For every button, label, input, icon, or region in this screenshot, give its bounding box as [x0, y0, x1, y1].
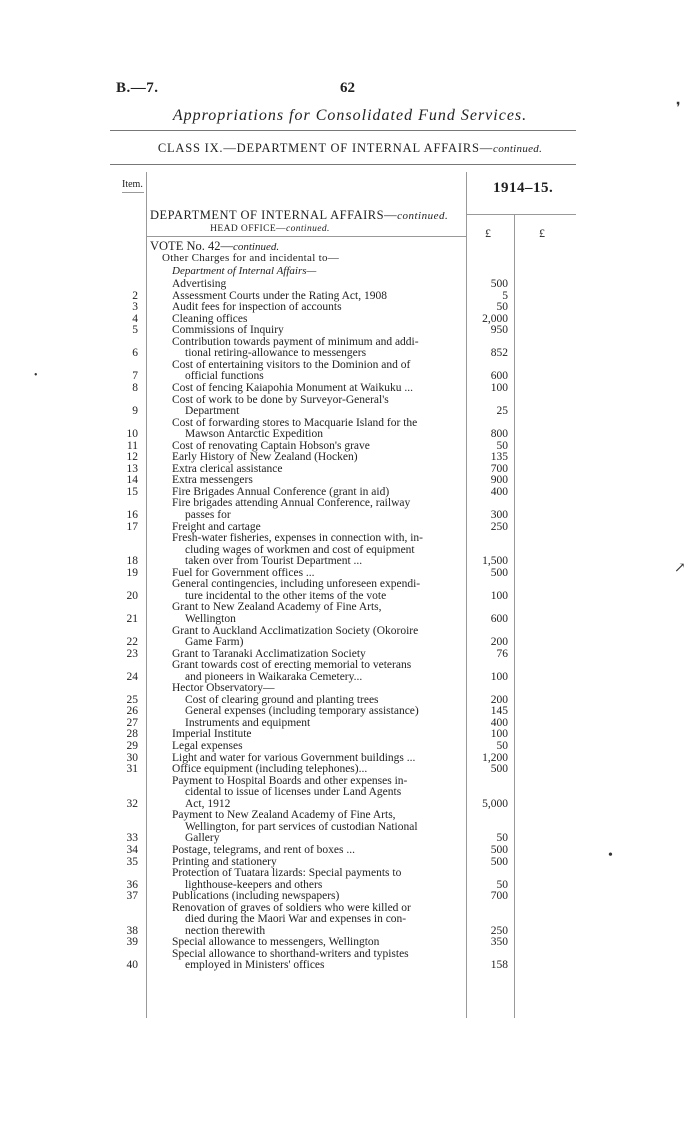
class-rule — [110, 164, 576, 165]
item-amount: 700 — [490, 890, 508, 903]
margin-mark-top-right: ❜ — [676, 101, 681, 116]
item-description: Office equipment (including telephones)... — [172, 763, 368, 776]
item-description: Grant to Taranaki Acclimatization Society — [172, 647, 366, 660]
item-number: 37 — [126, 890, 138, 903]
item-description: Grant to New Zealand Academy of Fine Arts, — [172, 601, 382, 614]
item-amount: 250 — [490, 520, 508, 533]
item-number: 34 — [126, 843, 138, 856]
item-description: Game Farm) — [185, 636, 244, 649]
table-row — [0, 279, 700, 291]
item-number: 18 — [126, 555, 138, 568]
item-number: 26 — [126, 705, 138, 718]
item-number: 13 — [126, 462, 138, 475]
item-column-header: Item. — [122, 179, 143, 190]
item-description: nection therewith — [185, 924, 266, 937]
department-rule — [146, 236, 466, 237]
item-amount: 100 — [490, 381, 508, 394]
item-description: Contribution towards payment of minimum and addi- — [172, 335, 419, 348]
table-row — [0, 602, 700, 625]
item-description: Wellington, for part services of custodian National — [185, 820, 418, 833]
item-description: Act, 1912 — [185, 797, 231, 810]
item-number: 38 — [126, 924, 138, 937]
table-row — [0, 418, 700, 441]
item-amount: 200 — [490, 636, 508, 649]
currency-symbol-col1: £ — [485, 226, 491, 240]
item-amount: 300 — [490, 508, 508, 521]
item-description: Special allowance to shorthand-writers and typistes — [172, 947, 409, 960]
item-amount: 852 — [490, 347, 508, 360]
item-number: 5 — [132, 324, 138, 337]
other-charges-heading: Other Charges for and incidental to— — [162, 252, 340, 264]
title-rule — [110, 130, 576, 131]
item-description: Publications (including newspapers) — [172, 890, 340, 903]
item-number: 24 — [126, 670, 138, 683]
item-amount: 600 — [490, 370, 508, 383]
item-number: 21 — [126, 612, 138, 625]
item-number: 6 — [132, 347, 138, 360]
item-description: lighthouse-keepers and others — [185, 878, 323, 891]
table-row — [0, 302, 700, 314]
table-row — [0, 579, 700, 602]
item-description: ture incidental to the other items of the vote — [185, 589, 387, 602]
item-number: 14 — [126, 474, 138, 487]
item-description: Protection of Tuatara lizards: Special payments to — [172, 867, 402, 880]
item-number: 31 — [126, 763, 138, 776]
item-amount: 50 — [496, 832, 508, 845]
table-row — [0, 395, 700, 418]
head-office-heading — [0, 224, 620, 234]
item-number: 15 — [126, 485, 138, 498]
year-header-rule — [466, 214, 576, 215]
table-row — [0, 741, 700, 753]
item-description: Fuel for Government offices ... — [172, 566, 315, 579]
table-row — [0, 718, 700, 730]
item-description: Early History of New Zealand (Hocken) — [172, 451, 358, 464]
item-number: 25 — [126, 693, 138, 706]
item-number: 20 — [126, 589, 138, 602]
item-description: Extra messengers — [172, 474, 253, 487]
item-amount: 950 — [490, 324, 508, 337]
item-description: tional retiring-allowance to messengers — [185, 347, 367, 360]
item-description: Special allowance to messengers, Wellington — [172, 936, 380, 949]
item-header-underline — [122, 192, 144, 193]
table-row — [0, 706, 700, 718]
item-description: Grant towards cost of erecting memorial to veterans — [172, 659, 412, 672]
item-number: 3 — [132, 301, 138, 314]
item-number: 27 — [126, 716, 138, 729]
department-heading — [150, 208, 448, 223]
item-description: Audit fees for inspection of accounts — [172, 301, 342, 314]
item-amount: 500 — [490, 566, 508, 579]
item-number: 10 — [126, 428, 138, 441]
item-amount: 400 — [490, 485, 508, 498]
item-description: Payment to New Zealand Academy of Fine Arts, — [172, 809, 396, 822]
item-amount: 250 — [490, 924, 508, 937]
item-description: Legal expenses — [172, 740, 243, 752]
item-number: 4 — [132, 312, 138, 325]
item-amount: 400 — [490, 716, 508, 729]
table-row — [0, 626, 700, 649]
item-amount: 500 — [490, 855, 508, 868]
document-reference: B.—7. — [116, 80, 159, 96]
item-number: 30 — [126, 751, 138, 764]
table-row — [0, 360, 700, 383]
item-amount: 900 — [490, 474, 508, 487]
item-description: Wellington — [185, 612, 236, 625]
item-description: employed in Ministers' offices — [185, 959, 325, 972]
item-amount: 145 — [490, 705, 508, 718]
item-amount: 5,000 — [482, 797, 508, 810]
item-amount: 700 — [490, 462, 508, 475]
item-amount: 50 — [496, 301, 508, 314]
item-amount: 158 — [490, 959, 508, 972]
item-description: official functions — [185, 370, 264, 383]
item-amount: 135 — [490, 451, 508, 464]
item-number: 11 — [126, 439, 138, 452]
item-number: 40 — [126, 959, 138, 972]
item-description: Cost of renovating Captain Hobson's grave — [172, 439, 370, 452]
table-row — [0, 325, 700, 337]
item-number: 12 — [126, 451, 138, 464]
table-row — [0, 498, 700, 521]
item-amount: 25 — [496, 405, 508, 418]
margin-mark-dot: • — [608, 848, 613, 863]
item-description: Cost of clearing ground and planting trees — [185, 693, 379, 706]
class-heading-text: CLASS IX.—DEPARTMENT OF INTERNAL AFFAIRS— — [157, 141, 494, 155]
table-row — [0, 903, 700, 938]
item-description: Instruments and equipment — [185, 716, 311, 729]
item-description: General contingencies, including unforeseen expendi- — [172, 578, 421, 591]
item-amount: 600 — [490, 612, 508, 625]
item-description: Payment to Hospital Boards and other expenses in- — [172, 774, 408, 787]
item-description: Imperial Institute — [172, 728, 252, 741]
item-description: cidental to issue of licenses under Land Agents — [185, 786, 402, 799]
item-number: 7 — [132, 370, 138, 383]
item-amount: 500 — [490, 278, 508, 290]
item-description: Cost of entertaining visitors to the Dominion and of — [172, 358, 411, 371]
item-amount: 50 — [496, 878, 508, 891]
department-heading-continued: continued. — [397, 210, 449, 222]
item-description: Grant to Auckland Acclimatization Society (Okoroire — [172, 624, 419, 637]
table-row — [0, 868, 700, 891]
table-row — [0, 729, 700, 741]
item-amount: 50 — [496, 439, 508, 452]
item-description: Cost of work to be done by Surveyor-General's — [172, 393, 389, 406]
table-row — [0, 660, 700, 683]
table-row — [0, 533, 700, 568]
item-amount: 2,000 — [482, 312, 508, 325]
item-description: Assessment Courts under the Rating Act, 1908 — [172, 289, 387, 302]
table-row — [0, 464, 700, 476]
item-description: General expenses (including temporary assistance) — [185, 705, 419, 718]
item-amount: 200 — [490, 693, 508, 706]
item-amount: 500 — [490, 843, 508, 856]
table-row — [0, 383, 700, 395]
item-number: 29 — [126, 740, 138, 752]
table-row — [0, 891, 700, 903]
item-description: Freight and cartage — [172, 520, 261, 533]
item-amount: 1,200 — [482, 751, 508, 764]
item-amount: 800 — [490, 428, 508, 441]
class-heading-continued: continued. — [493, 143, 543, 155]
item-description: cluding wages of workmen and cost of equipment — [185, 543, 415, 556]
page-title: Appropriations for Consolidated Fund Services. — [172, 107, 528, 124]
table-row — [0, 291, 700, 303]
department-heading-text: DEPARTMENT OF INTERNAL AFFAIRS— — [150, 208, 398, 222]
item-number: 39 — [126, 936, 138, 949]
item-amount: 100 — [490, 589, 508, 602]
item-description: Fresh-water fisheries, expenses in connection with, in- — [172, 532, 424, 545]
head-office-text: HEAD OFFICE— — [210, 224, 286, 234]
item-description: died during the Maori War and expenses in con- — [185, 913, 407, 926]
item-description: Hector Observatory— — [172, 682, 275, 695]
item-description: Cost of forwarding stores to Macquarie Island for the — [172, 416, 418, 429]
table-row — [0, 810, 700, 845]
item-number: 17 — [126, 520, 138, 533]
table-row — [0, 337, 700, 360]
head-office-continued: continued. — [285, 224, 330, 234]
item-number: 35 — [126, 855, 138, 868]
item-description: Fire Brigades Annual Conference (grant in aid) — [172, 485, 390, 498]
item-amount: 350 — [490, 936, 508, 949]
item-number: 19 — [126, 566, 138, 579]
year-column-header: 1914–15. — [493, 180, 554, 196]
item-amount: 500 — [490, 763, 508, 776]
item-number: 8 — [132, 381, 138, 394]
vote-heading-continued: continued. — [232, 241, 280, 253]
item-amount: 76 — [496, 647, 508, 660]
item-number: 33 — [126, 832, 138, 845]
item-description: Cost of fencing Kaiapohia Monument at Waikuku ... — [172, 381, 413, 394]
item-description: passes for — [185, 508, 231, 521]
item-description: Cleaning offices — [172, 312, 248, 325]
table-row — [0, 949, 700, 972]
sub-department-heading: Department of Internal Affairs— — [172, 265, 317, 277]
item-description: Light and water for various Government buildings ... — [172, 751, 416, 764]
item-description: Printing and stationery — [172, 855, 277, 868]
item-number: 23 — [126, 647, 138, 660]
vote-heading-text: VOTE No. 42— — [150, 239, 233, 253]
item-amount: 100 — [490, 670, 508, 683]
table-row — [0, 452, 700, 464]
item-description: Postage, telegrams, and rent of boxes ... — [172, 843, 355, 856]
page-number: 62 — [340, 80, 355, 96]
item-amount: 50 — [496, 740, 508, 752]
item-number: 16 — [126, 508, 138, 521]
item-amount: 100 — [490, 728, 508, 741]
item-number: 28 — [126, 728, 138, 741]
item-number: 22 — [126, 636, 138, 649]
item-description: Renovation of graves of soldiers who were killed or — [172, 901, 411, 914]
item-description: Commissions of Inquiry — [172, 324, 284, 337]
item-description: Department — [185, 405, 240, 418]
table-row — [0, 314, 700, 326]
table-row — [0, 764, 700, 776]
item-description: Mawson Antarctic Expedition — [185, 428, 323, 441]
item-number: 32 — [126, 797, 138, 810]
item-description: taken over from Tourist Department ... — [185, 555, 363, 568]
item-description: Gallery — [185, 832, 220, 845]
item-number: 2 — [132, 289, 138, 302]
item-amount: 5 — [502, 289, 508, 302]
margin-mark-right: ↗ — [674, 561, 686, 576]
item-description: and pioneers in Waikaraka Cemetery... — [185, 670, 363, 683]
currency-symbol-col2: £ — [539, 226, 545, 240]
item-description: Extra clerical assistance — [172, 462, 283, 475]
item-description: Advertising — [172, 278, 227, 290]
item-number: 9 — [132, 405, 138, 418]
item-amount: 1,500 — [482, 555, 508, 568]
table-row — [0, 776, 700, 811]
class-heading — [0, 141, 700, 156]
item-description: Fire brigades attending Annual Conference, railway — [172, 497, 411, 510]
item-number: 36 — [126, 878, 138, 891]
table-row — [0, 845, 700, 857]
margin-mark-left: • — [34, 370, 38, 381]
